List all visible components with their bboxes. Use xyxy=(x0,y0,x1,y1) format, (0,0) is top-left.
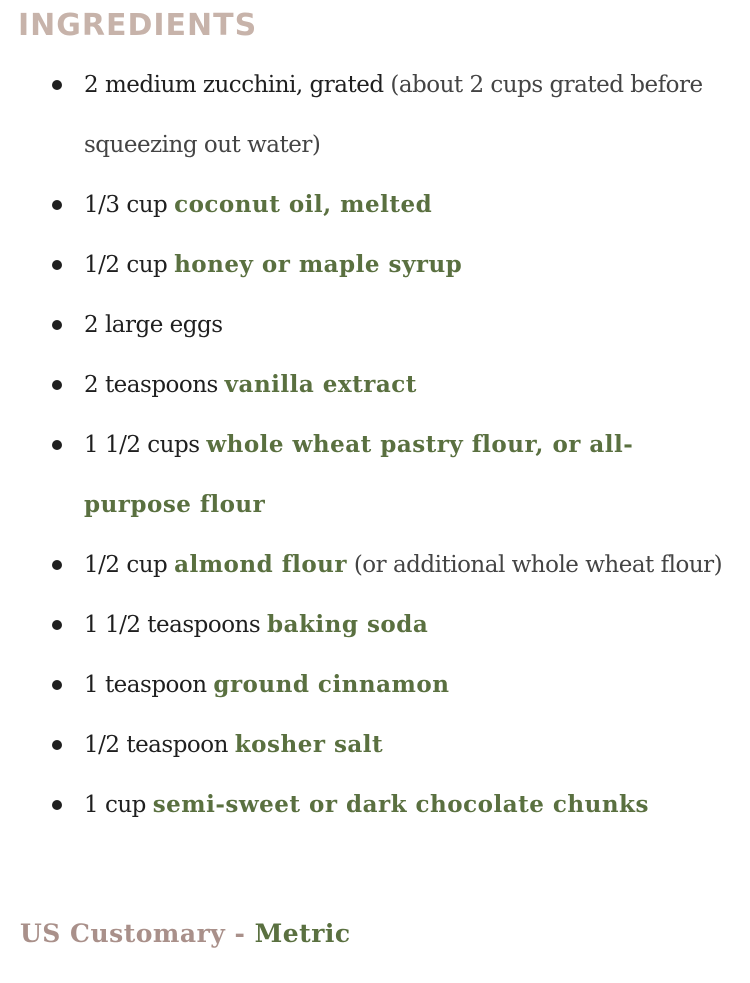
ingredients-heading: INGREDIENTS xyxy=(18,8,258,43)
ingredient-item xyxy=(0,535,730,595)
ingredient-amount: 1/3 cup xyxy=(84,192,175,218)
bullet-icon xyxy=(52,680,62,690)
ingredient-item xyxy=(0,775,730,835)
bullet-icon xyxy=(52,560,62,570)
ingredient-name[interactable]: semi-sweet or dark chocolate chunks xyxy=(152,791,649,818)
ingredient-amount: 1/2 cup xyxy=(84,552,175,578)
ingredient-item xyxy=(0,415,730,535)
bullet-icon xyxy=(52,320,62,330)
ingredient-amount: 1 1/2 teaspoons xyxy=(84,612,267,638)
bullet-icon xyxy=(52,740,62,750)
ingredient-amount: 1/2 teaspoon xyxy=(84,732,235,758)
unit-toggle xyxy=(20,914,351,954)
ingredient-name[interactable]: ground cinnamon xyxy=(213,671,450,698)
ingredient-name[interactable]: kosher salt xyxy=(234,731,384,758)
bullet-icon xyxy=(52,200,62,210)
ingredient-item xyxy=(0,715,730,775)
ingredient-name[interactable]: vanilla extract xyxy=(224,371,417,398)
ingredient-amount: 1 cup xyxy=(84,792,153,818)
bullet-icon xyxy=(52,380,62,390)
ingredient-list xyxy=(0,55,730,835)
ingredient-amount: 2 teaspoons xyxy=(84,372,225,398)
ingredient-amount: 2 medium zucchini, grated xyxy=(84,72,384,98)
ingredient-amount: 1/2 cup xyxy=(84,252,175,278)
metric-button[interactable]: Metric xyxy=(254,919,351,948)
ingredient-name[interactable]: almond flour xyxy=(174,551,348,578)
us-customary-button[interactable]: US Customary xyxy=(20,919,226,948)
ingredient-name[interactable]: baking soda xyxy=(267,611,429,638)
ingredient-name[interactable]: whole wheat pastry flour, or all-purpose flour xyxy=(84,431,634,518)
unit-separator: - xyxy=(225,919,255,948)
bullet-icon xyxy=(52,440,62,450)
ingredient-amount: 1 teaspoon xyxy=(84,672,214,698)
ingredient-item xyxy=(0,655,730,715)
ingredient-name[interactable]: coconut oil, melted xyxy=(174,191,433,218)
ingredient-name[interactable]: honey or maple syrup xyxy=(174,251,463,278)
ingredient-item xyxy=(0,235,730,295)
ingredient-item xyxy=(0,595,730,655)
ingredient-item xyxy=(0,175,730,235)
ingredient-amount: 1 1/2 cups xyxy=(84,432,207,458)
ingredient-item xyxy=(0,295,730,355)
ingredient-note: (or additional whole wheat flour) xyxy=(347,552,723,578)
ingredient-note: (about 2 cups grated before squeezing out water) xyxy=(84,72,703,158)
bullet-icon xyxy=(52,260,62,270)
ingredient-item xyxy=(0,355,730,415)
ingredient-item xyxy=(0,55,730,175)
bullet-icon xyxy=(52,80,62,90)
bullet-icon xyxy=(52,620,62,630)
bullet-icon xyxy=(52,800,62,810)
ingredient-amount: 2 large eggs xyxy=(84,312,223,338)
